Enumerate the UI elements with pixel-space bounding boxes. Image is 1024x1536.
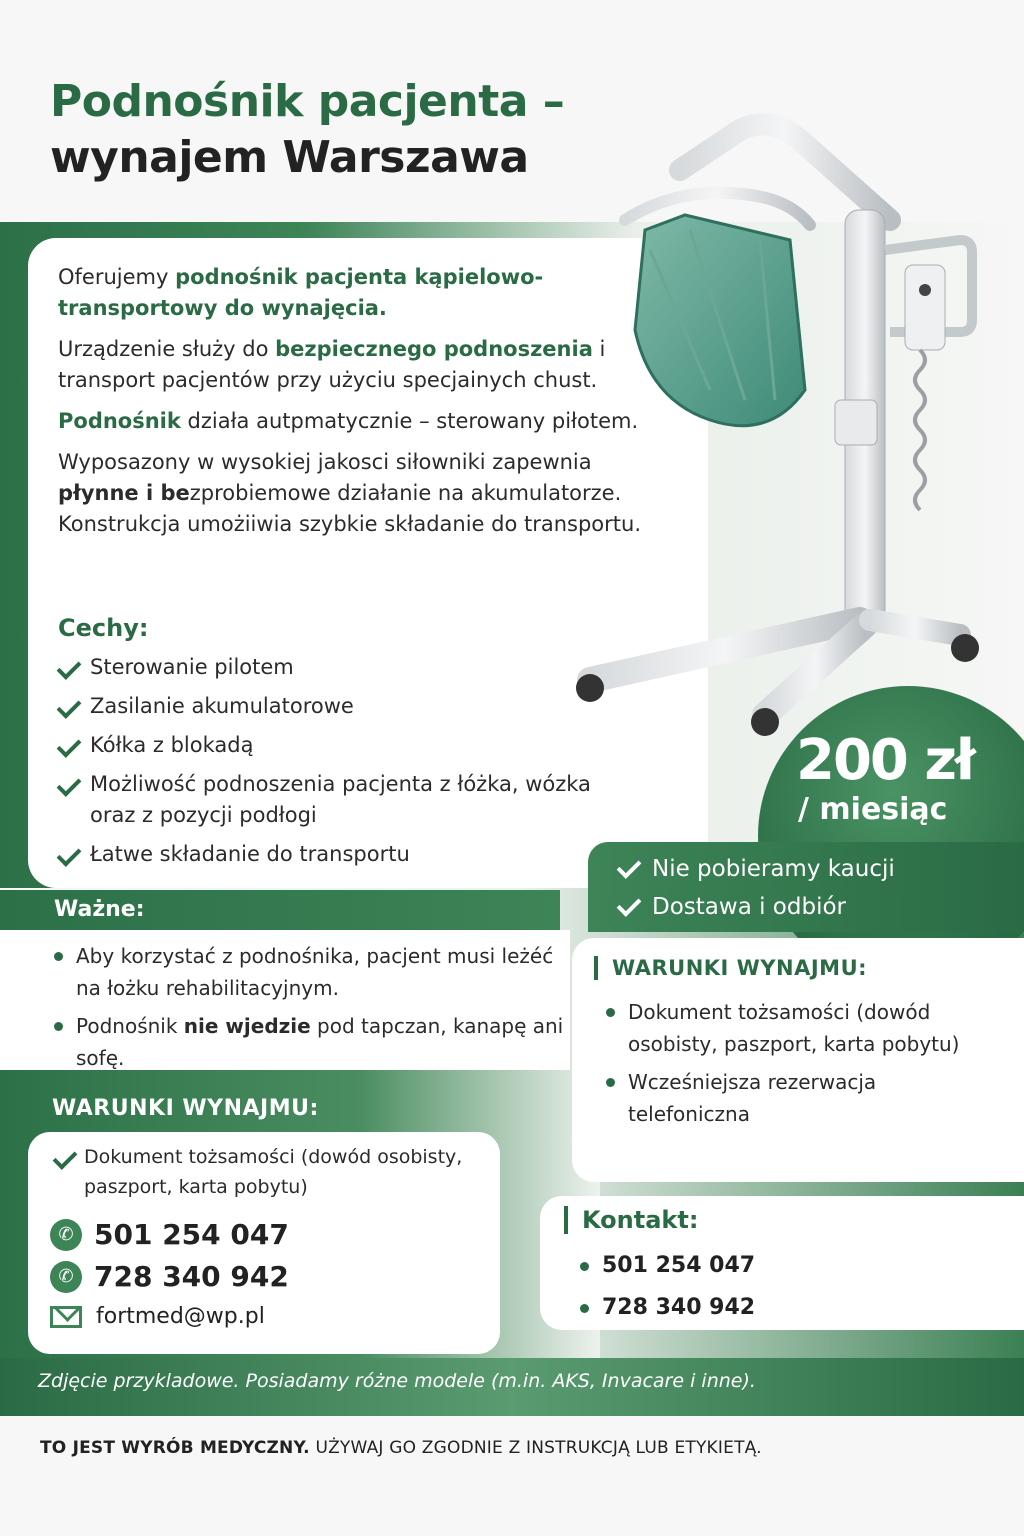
intro-paragraph-3: Podnośnik działa autpmatycznie – sterowany piłotem.	[58, 409, 639, 433]
features-list	[56, 652, 616, 878]
email-link[interactable]: fortmed@wp.pl	[50, 1304, 265, 1329]
list-item: Zasilanie akumulatorowe	[56, 691, 616, 722]
page-title: Podnośnik pacjenta – wynajem Warszawa	[50, 76, 565, 183]
list-item: Możliwość podnoszenia pacjenta z łóżka, wózka oraz z pozycji podłogi	[56, 769, 616, 831]
list-item: Dokument tożsamości (dowód osobisty, paszport, karta pobytu)	[604, 996, 1004, 1060]
intro-text	[58, 262, 658, 550]
check-icon	[57, 655, 82, 680]
check-icon	[57, 772, 82, 797]
mail-icon	[50, 1306, 82, 1328]
list-item: Aby korzystać z podnośnika, pacjent musi leżéć na łożku rehabilitacyjnym.	[52, 940, 572, 1004]
important-list	[52, 940, 572, 1080]
photo-note: Zdjęcie przykladowe. Posiadamy różne modele (m.in. AKS, Invacare i inne).	[38, 1370, 756, 1392]
important-title: Ważne:	[0, 890, 560, 930]
bullet-dot	[54, 1022, 63, 1031]
phone-icon: ✆	[50, 1261, 82, 1293]
list-item: Nie pobieramy kaucji	[612, 850, 895, 888]
perks-list	[612, 850, 895, 926]
check-icon	[617, 892, 642, 917]
price-period: / miesiąc	[798, 792, 948, 827]
bullet-dot	[606, 1078, 615, 1087]
check-icon	[53, 1145, 78, 1170]
rental-doc-item: Dokument tożsamości (dowód osobisty, paszport, karta pobytu)	[52, 1142, 472, 1202]
contact-list	[578, 1248, 755, 1332]
check-icon	[617, 854, 642, 879]
bullet-dot	[606, 1008, 615, 1017]
rental-terms-list-right	[604, 996, 1004, 1136]
rental-terms-title-right: WARUNKI WYNAJMU:	[594, 956, 867, 980]
intro-paragraph-1: Oferujemy podnośnik pacjenta kąpielowo-transportowy do wynajęcia.	[58, 265, 544, 320]
contact-title: Kontakt:	[564, 1206, 698, 1234]
list-item: Kółka z blokadą	[56, 730, 616, 761]
bullet-dot	[580, 1304, 589, 1313]
rental-terms-title-left: WARUNKI WYNAJMU:	[52, 1096, 319, 1121]
price-amount: 200 zł	[796, 728, 974, 793]
list-item: Sterowanie pilotem	[56, 652, 616, 683]
medical-disclaimer: TO JEST WYRÓB MEDYCZNY. UŻYWAJ GO ZGODNIE Z INSTRUKCJĄ LUB ETYKIETĄ.	[40, 1438, 762, 1458]
intro-paragraph-4: Wyposazony w wysokiej jakosci siłowniki zapewnia płynne i bezprobiemowe działanie na akumulatorze. Konstrukcja umożiiwia szybkie składanie do transportu.	[58, 450, 642, 536]
contact-phone[interactable]: 501 254 047	[578, 1248, 755, 1284]
phone-1[interactable]: ✆ 501 254 047	[50, 1218, 289, 1251]
check-icon	[57, 842, 82, 867]
intro-paragraph-2: Urządzenie służy do bezpiecznego podnoszenia i transport pacjentów przy użyciu specjainych chust.	[58, 337, 606, 392]
list-item: Łatwe składanie do transportu	[56, 839, 616, 870]
bullet-dot	[54, 952, 63, 961]
phone-2[interactable]: ✆ 728 340 942	[50, 1260, 289, 1293]
list-item: Podnośnik nie wjedzie pod tapczan, kanapę ani sofę.	[52, 1010, 572, 1074]
bullet-dot	[580, 1262, 589, 1271]
list-item: Wcześniejsza rezerwacja telefoniczna	[604, 1066, 1004, 1130]
features-title: Cechy:	[58, 614, 149, 642]
phone-icon: ✆	[50, 1219, 82, 1251]
check-icon	[57, 733, 82, 758]
list-item: Dostawa i odbiór	[612, 888, 895, 926]
contact-phone[interactable]: 728 340 942	[578, 1290, 755, 1326]
check-icon	[57, 694, 82, 719]
